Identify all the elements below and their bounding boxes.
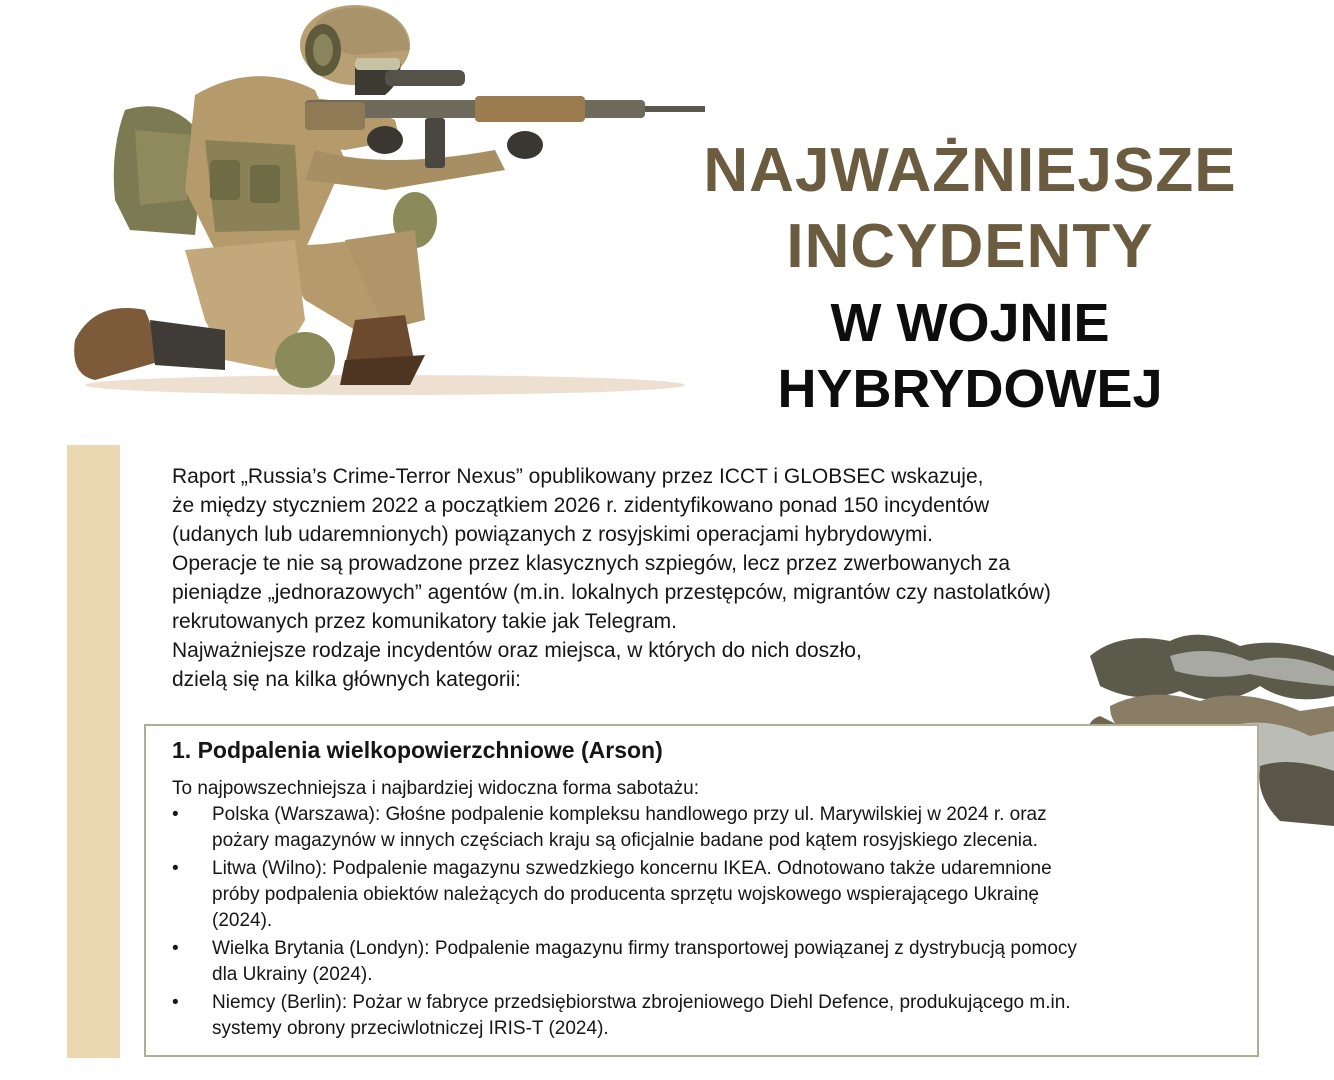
bullet: • <box>172 938 179 959</box>
intro-line: Raport „Russia’s Crime-Terror Nexus” opublikowany przez ICCT i GLOBSEC wskazuje, <box>172 465 984 488</box>
bullet: • <box>172 804 179 825</box>
intro-line: Najważniejsze rodzaje incydentów oraz miejsca, w których do nich doszło, <box>172 639 862 662</box>
list-item <box>172 856 1232 934</box>
incident-list <box>172 802 1232 1044</box>
item-line: Wielka Brytania (Londyn): Podpalenie magazynu firmy transportowej powiązanej z dystrybucją pomocy <box>212 938 1077 959</box>
bullet: • <box>172 992 179 1013</box>
title-line-2: INCYDENTY <box>786 212 1154 281</box>
item-line: (2024). <box>212 910 273 931</box>
intro-line: że między styczniem 2022 a początkiem 2026 r. zidentyfikowano ponad 150 incydentów <box>172 494 990 517</box>
section-lead: To najpowszechniejsza i najbardziej widoczna forma sabotażu: <box>172 778 700 799</box>
item-line: dla Ukrainy (2024). <box>212 964 373 985</box>
intro-line: Operacje te nie są prowadzone przez klasycznych szpiegów, lecz przez zwerbowanych za <box>172 552 1011 575</box>
decorative-side-bar <box>67 445 120 1058</box>
title-line-3: W WOJNIE <box>830 293 1110 353</box>
section-heading: 1. Podpalenia wielkopowierzchniowe (Arson) <box>172 737 663 763</box>
list-item <box>172 990 1232 1042</box>
item-line: pożary magazynów w innych częściach kraju są oficjalnie badane pod kątem rosyjskiego zlecenia. <box>212 830 1038 851</box>
item-line: systemy obrony przeciwlotniczej IRIS-T (2024). <box>212 1018 609 1039</box>
intro-line: rekrutowanych przez komunikatory takie jak Telegram. <box>172 610 677 633</box>
soldier-illustration <box>55 0 715 410</box>
page-title <box>660 136 1280 419</box>
list-item <box>172 936 1232 988</box>
title-line-4: HYBRYDOWEJ <box>777 359 1163 419</box>
intro-line: pieniądze „jednorazowych” agentów (m.in. lokalnych przestępców, migrantów czy nastolatków) <box>172 581 1051 604</box>
item-line: Niemcy (Berlin): Pożar w fabryce przedsiębiorstwa zbrojeniowego Diehl Defence, produkującego m.in. <box>212 992 1071 1013</box>
intro-line: (udanych lub udaremnionych) powiązanych z rosyjskimi operacjami hybrydowymi. <box>172 523 933 546</box>
intro-paragraph <box>172 462 1272 694</box>
item-line: próby podpalenia obiektów należących do producenta sprzętu wojskowego wspierającego Ukrainę <box>212 884 1040 905</box>
arson-section-box <box>144 724 1259 1057</box>
title-line-1: NAJWAŻNIEJSZE <box>703 136 1237 205</box>
list-item <box>172 802 1232 854</box>
bullet: • <box>172 858 179 879</box>
item-line: Litwa (Wilno): Podpalenie magazynu szwedzkiego koncernu IKEA. Odnotowano także udaremnione <box>212 858 1052 879</box>
intro-line: dzielą się na kilka głównych kategorii: <box>172 668 522 691</box>
item-line: Polska (Warszawa): Głośne podpalenie kompleksu handlowego przy ul. Marywilskiej w 2024 r. oraz <box>212 804 1047 825</box>
